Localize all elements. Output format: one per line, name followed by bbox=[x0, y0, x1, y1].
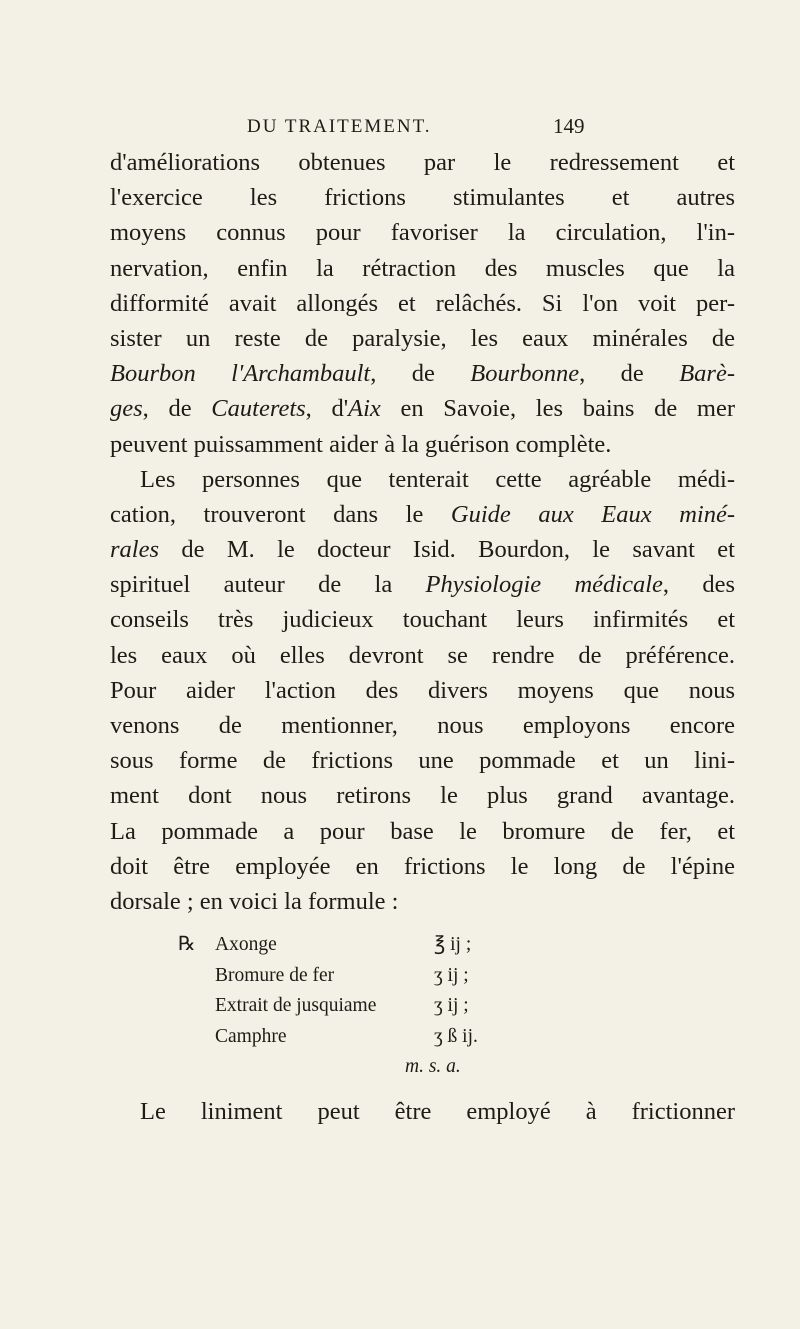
text-fragment: , des bbox=[662, 571, 735, 599]
body-text-tail bbox=[110, 1094, 735, 1129]
text-fragment: , d' bbox=[305, 395, 349, 423]
text-fragment: cation, trouveront dans le bbox=[110, 500, 451, 528]
ingredient-quantity: ℥ ij ; bbox=[434, 934, 472, 955]
formula-note: m. s. a. bbox=[405, 1056, 461, 1077]
text-fragment: , de bbox=[142, 395, 212, 423]
text-line bbox=[110, 391, 735, 426]
text-line bbox=[110, 532, 735, 567]
text-line: sister un reste de paralysie, les eaux minérales de bbox=[110, 324, 735, 352]
ingredient-quantity: ʒ ij ; bbox=[434, 964, 469, 986]
text-line: sous forme de frictions une pommade et un lini- bbox=[110, 747, 735, 775]
text-line: l'exercice les frictions stimulantes et autres bbox=[110, 184, 735, 212]
text-fragment: , de bbox=[579, 360, 680, 388]
book-title: rales bbox=[110, 536, 159, 564]
formula-row bbox=[178, 1022, 598, 1053]
place-name: Bourbonne bbox=[470, 360, 580, 388]
text-line: dorsale ; en voici la formule : bbox=[110, 887, 399, 915]
ingredient-name: Axonge bbox=[215, 934, 277, 955]
formula-row bbox=[178, 930, 598, 961]
text-line: venons de mentionner, nous employons encore bbox=[110, 712, 735, 739]
text-line: conseils très judicieux touchant leurs infirmités et bbox=[110, 606, 735, 634]
text-fragment: de M. le docteur Isid. Bourdon, le savant et bbox=[159, 536, 735, 564]
ingredient-quantity: ʒ ij ; bbox=[434, 995, 469, 1016]
text-line: Le liniment peut être employé à frictionner bbox=[140, 1098, 735, 1125]
book-title: Physiologie médicale bbox=[425, 571, 663, 599]
text-line bbox=[110, 356, 735, 391]
text-line bbox=[110, 497, 735, 532]
place-name: Barè- bbox=[679, 360, 736, 388]
formula-row bbox=[178, 1052, 598, 1083]
ingredient-name: Camphre bbox=[215, 1025, 287, 1047]
formula-row bbox=[178, 961, 598, 992]
text-line: ment dont nous retirons le plus grand avantage. bbox=[110, 782, 735, 810]
ingredient-name: Extrait de jusquiame bbox=[215, 995, 377, 1016]
page-header bbox=[0, 116, 800, 146]
text-fragment: , de bbox=[370, 360, 471, 388]
recipe-symbol: ℞ bbox=[178, 934, 196, 955]
text-fragment: spirituel auteur de la bbox=[110, 571, 426, 599]
book-title: Guide aux Eaux miné- bbox=[450, 500, 736, 528]
place-name: Aix bbox=[348, 395, 381, 423]
formula-row bbox=[178, 991, 598, 1022]
text-line: difformité avait allongés et relâchés. Si l'on voit per- bbox=[110, 289, 735, 317]
body-text bbox=[110, 145, 735, 919]
place-name: Cauterets bbox=[211, 395, 306, 423]
running-head: DU TRAITEMENT. bbox=[247, 116, 432, 137]
text-line: doit être employée en frictions le long de l'épine bbox=[110, 852, 735, 880]
place-name: ges bbox=[110, 395, 143, 423]
text-line: peuvent puissamment aider à la guérison complète. bbox=[110, 430, 612, 458]
text-line: moyens connus pour favoriser la circulation, l'in- bbox=[110, 219, 735, 247]
text-line: Les personnes que tenterait cette agréable médi- bbox=[140, 465, 735, 493]
text-fragment: en Savoie, les bains de mer bbox=[380, 395, 736, 423]
text-line: d'améliorations obtenues par le redressement et bbox=[110, 149, 735, 176]
text-line: nervation, enfin la rétraction des muscles que la bbox=[110, 254, 735, 282]
ingredient-quantity: ʒ ß ij. bbox=[434, 1025, 478, 1047]
ingredient-name: Bromure de fer bbox=[215, 964, 335, 986]
text-line: les eaux où elles devront se rendre de préférence. bbox=[110, 641, 735, 669]
place-name: Bourbon l'Archambault bbox=[110, 360, 371, 388]
prescription-formula bbox=[178, 930, 598, 1083]
text-line: Pour aider l'action des divers moyens que nous bbox=[110, 676, 735, 704]
text-line bbox=[110, 567, 735, 602]
text-line: La pommade a pour base le bromure de fer, et bbox=[110, 817, 735, 845]
page-number: 149 bbox=[553, 114, 585, 138]
